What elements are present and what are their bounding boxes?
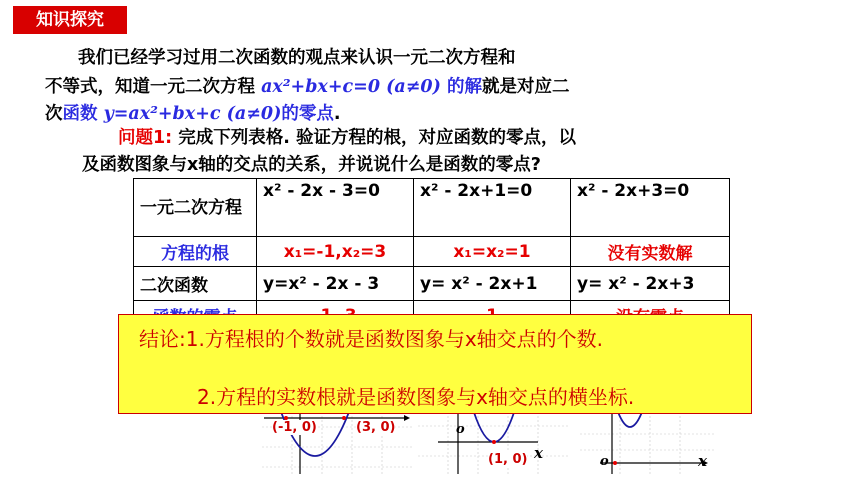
intro-text: 就是对应二	[481, 77, 570, 97]
origin-label-2: o	[456, 422, 465, 437]
intro-zero-word: 的零点	[281, 104, 334, 124]
table-cell: y= x² - 2x+1	[414, 267, 571, 301]
conclusion-line-2: 2.方程的实数根就是函数图象与x轴交点的横坐标.	[197, 385, 635, 409]
conclusion-line-1: 结论:1.方程根的个数就是函数图象与x轴交点的个数.	[139, 327, 604, 351]
intro-text: .	[333, 104, 341, 124]
origin-label-3: o	[600, 454, 609, 469]
table-cell: y= x² - 2x+3	[571, 267, 730, 301]
point-label-minus1: (-1, 0)	[272, 420, 317, 435]
table-cell: 二次函数	[134, 267, 257, 301]
point-label-3: (3, 0)	[356, 420, 396, 435]
x-axis-label-3: x	[698, 452, 707, 470]
intro-function-word: 函数	[62, 104, 98, 124]
question-line-2: 及函数图象与x轴的交点的关系，并说说什么是函数的零点?	[82, 155, 541, 175]
question-line-1	[118, 124, 576, 149]
x-axis-label-2: x	[534, 444, 543, 462]
function-general: y=ax²+bx+c (a≠0)	[103, 104, 282, 124]
table-cell: 没有实数解	[571, 237, 730, 267]
table-cell: x² - 2x+1=0	[414, 179, 571, 237]
section-tag: 知识探究	[13, 6, 127, 34]
table-cell: x₁=-1,x₂=3	[257, 237, 414, 267]
intro-text: 次	[45, 104, 63, 124]
table-cell: y=x² - 2x - 3	[257, 267, 414, 301]
intro-line-2	[45, 73, 569, 98]
intro-line-1: 我们已经学习过用二次函数的观点来认识一元二次方程和	[78, 48, 516, 68]
question-text: 完成下列表格. 验证方程的根，对应函数的零点，以	[178, 128, 577, 148]
question-label: 问题1:	[118, 128, 173, 148]
point-label-1: (1, 0)	[488, 452, 528, 467]
equation-general: ax²+bx+c=0 (a≠0)	[261, 77, 441, 97]
conclusion-box	[118, 314, 752, 414]
intro-line-3	[45, 100, 341, 125]
table-cell: 一元二次方程	[134, 179, 257, 237]
intro-solution-word: 的解	[446, 77, 482, 97]
table-cell: x₁=x₂=1	[414, 237, 571, 267]
intro-text: 不等式，知道一元二次方程	[45, 77, 255, 97]
table-cell: x² - 2x - 3=0	[257, 179, 414, 237]
table-cell: 方程的根	[134, 237, 257, 267]
table-cell: x² - 2x+3=0	[571, 179, 730, 237]
